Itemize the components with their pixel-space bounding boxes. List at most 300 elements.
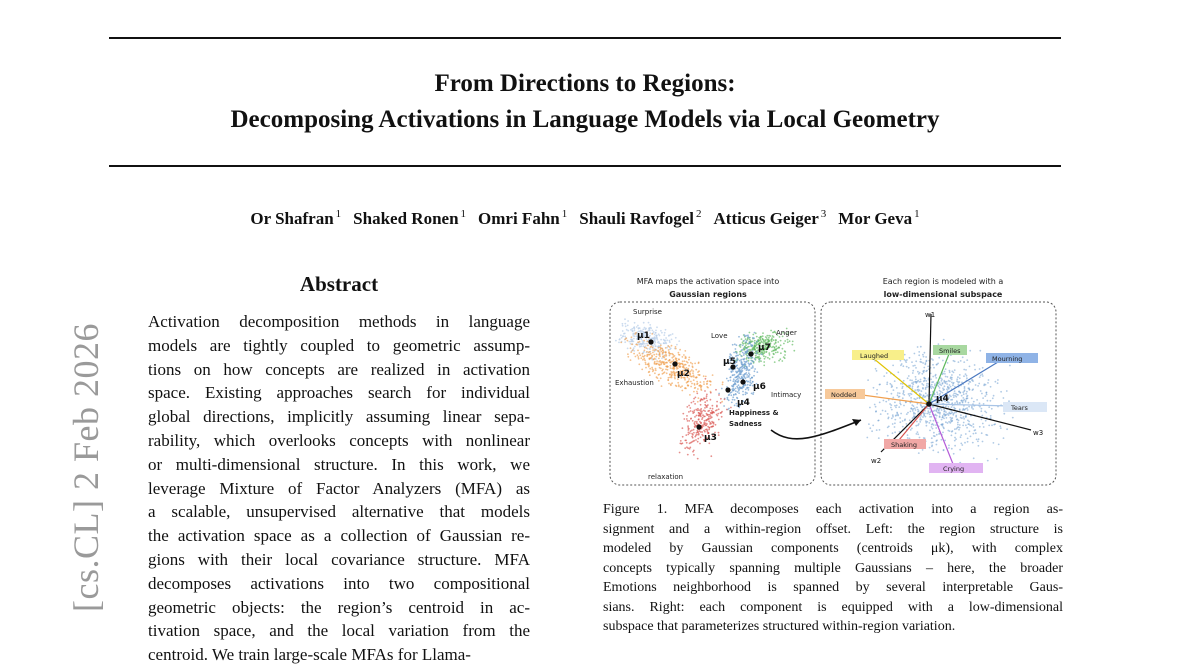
scatter-point bbox=[742, 394, 744, 396]
scatter-point bbox=[953, 396, 955, 398]
scatter-point bbox=[682, 427, 684, 429]
scatter-point bbox=[938, 357, 940, 359]
scatter-point bbox=[959, 377, 961, 379]
scatter-point bbox=[943, 339, 945, 341]
scatter-point bbox=[887, 418, 889, 420]
scatter-point bbox=[718, 434, 720, 436]
scatter-point bbox=[721, 388, 723, 390]
scatter-point bbox=[926, 383, 928, 385]
scatter-point bbox=[700, 422, 702, 424]
scatter-point bbox=[688, 411, 690, 413]
scatter-point bbox=[925, 392, 927, 394]
scatter-point bbox=[649, 324, 651, 326]
author-affiliation: 1 bbox=[335, 208, 342, 220]
scatter-point bbox=[748, 362, 750, 364]
scatter-point bbox=[933, 435, 935, 437]
author-affiliation: 1 bbox=[460, 208, 467, 220]
scatter-point bbox=[699, 400, 701, 402]
scatter-point bbox=[916, 407, 918, 409]
scatter-point bbox=[700, 409, 702, 411]
scatter-point bbox=[888, 426, 890, 428]
scatter-point bbox=[988, 425, 990, 427]
scatter-point bbox=[900, 383, 902, 385]
scatter-point bbox=[677, 382, 679, 384]
scatter-point bbox=[965, 433, 967, 435]
scatter-point bbox=[652, 347, 654, 349]
scatter-point bbox=[924, 364, 926, 366]
scatter-point bbox=[752, 347, 754, 349]
scatter-point bbox=[729, 377, 731, 379]
scatter-point bbox=[919, 393, 921, 395]
scatter-point bbox=[943, 449, 945, 451]
scatter-point bbox=[959, 374, 961, 376]
scatter-point bbox=[779, 358, 781, 360]
scatter-point bbox=[752, 345, 754, 347]
scatter-point bbox=[955, 393, 957, 395]
scatter-point bbox=[634, 322, 636, 324]
scatter-point bbox=[1012, 417, 1014, 419]
label-love: Love bbox=[711, 332, 728, 340]
scatter-point bbox=[684, 360, 686, 362]
scatter-point bbox=[697, 438, 699, 440]
scatter-point bbox=[746, 380, 748, 382]
scatter-point bbox=[902, 426, 904, 428]
scatter-point bbox=[988, 379, 990, 381]
scatter-point bbox=[983, 426, 985, 428]
scatter-point bbox=[693, 391, 695, 393]
scatter-point bbox=[716, 401, 718, 403]
scatter-point bbox=[911, 380, 913, 382]
scatter-point bbox=[705, 376, 707, 378]
scatter-point bbox=[696, 383, 698, 385]
tag-smiles: Smiles bbox=[939, 347, 961, 355]
scatter-point bbox=[706, 386, 708, 388]
scatter-point bbox=[1003, 413, 1005, 415]
scatter-point bbox=[981, 432, 983, 434]
scatter-point bbox=[646, 347, 648, 349]
scatter-point bbox=[918, 373, 920, 375]
scatter-point bbox=[922, 354, 924, 356]
scatter-point bbox=[926, 394, 928, 396]
scatter-point bbox=[939, 416, 941, 418]
scatter-point bbox=[761, 353, 763, 355]
scatter-point bbox=[708, 429, 710, 431]
scatter-point bbox=[963, 393, 965, 395]
mapping-arrow bbox=[771, 420, 861, 439]
scatter-point bbox=[876, 429, 878, 431]
scatter-point bbox=[678, 352, 680, 354]
author-list bbox=[109, 208, 1061, 229]
scatter-point bbox=[936, 364, 938, 366]
tag-tears: Tears bbox=[1011, 404, 1028, 412]
scatter-point bbox=[894, 426, 896, 428]
scatter-point bbox=[645, 367, 647, 369]
scatter-point bbox=[630, 347, 632, 349]
scatter-point bbox=[966, 375, 968, 377]
scatter-point bbox=[742, 364, 744, 366]
scatter-point bbox=[742, 342, 744, 344]
scatter-point bbox=[904, 418, 906, 420]
scatter-point bbox=[685, 357, 687, 359]
scatter-point bbox=[908, 375, 910, 377]
scatter-point bbox=[982, 375, 984, 377]
author-name-text: Atticus Geiger bbox=[713, 208, 819, 228]
scatter-point bbox=[778, 360, 780, 362]
scatter-point bbox=[693, 440, 695, 442]
scatter-point bbox=[966, 359, 968, 361]
scatter-point bbox=[632, 333, 634, 335]
scatter-point bbox=[750, 380, 752, 382]
scatter-point bbox=[692, 420, 694, 422]
scatter-point bbox=[960, 414, 962, 416]
scatter-point bbox=[923, 415, 925, 417]
scatter-point bbox=[734, 377, 736, 379]
scatter-point bbox=[733, 385, 735, 387]
scatter-point bbox=[883, 400, 885, 402]
scatter-point bbox=[980, 410, 982, 412]
scatter-point bbox=[648, 371, 650, 373]
scatter-point bbox=[768, 335, 770, 337]
scatter-point bbox=[675, 385, 677, 387]
scatter-point bbox=[687, 384, 689, 386]
scatter-point bbox=[906, 413, 908, 415]
scatter-point bbox=[867, 379, 869, 381]
scatter-point bbox=[967, 438, 969, 440]
scatter-point bbox=[658, 374, 660, 376]
scatter-point bbox=[637, 350, 639, 352]
scatter-point bbox=[886, 372, 888, 374]
scatter-point bbox=[720, 398, 722, 400]
scatter-point bbox=[697, 458, 699, 460]
scatter-point bbox=[654, 349, 656, 351]
author-affiliation: 1 bbox=[561, 208, 568, 220]
scatter-point bbox=[909, 419, 911, 421]
scatter-point bbox=[760, 357, 762, 359]
scatter-point bbox=[960, 360, 962, 362]
scatter-point bbox=[933, 420, 935, 422]
scatter-point bbox=[746, 357, 748, 359]
scatter-point bbox=[723, 405, 725, 407]
scatter-point bbox=[670, 367, 672, 369]
scatter-point bbox=[939, 383, 941, 385]
scatter-point bbox=[1000, 391, 1002, 393]
scatter-point bbox=[696, 381, 698, 383]
scatter-point bbox=[775, 339, 777, 341]
scatter-point bbox=[748, 372, 750, 374]
scatter-point bbox=[687, 425, 689, 427]
scatter-point bbox=[662, 353, 664, 355]
scatter-point bbox=[693, 379, 695, 381]
scatter-point bbox=[896, 387, 898, 389]
scatter-point bbox=[732, 399, 734, 401]
scatter-point bbox=[671, 357, 673, 359]
scatter-point bbox=[759, 359, 761, 361]
scatter-point bbox=[975, 432, 977, 434]
scatter-point bbox=[702, 399, 704, 401]
scatter-point bbox=[920, 381, 922, 383]
scatter-point bbox=[734, 374, 736, 376]
scatter-point bbox=[756, 336, 758, 338]
scatter-point bbox=[978, 383, 980, 385]
scatter-point bbox=[935, 414, 937, 416]
scatter-point bbox=[716, 409, 718, 411]
scatter-point bbox=[675, 346, 677, 348]
scatter-point bbox=[754, 332, 756, 334]
scatter-point bbox=[645, 362, 647, 364]
scatter-point bbox=[760, 336, 762, 338]
scatter-point bbox=[623, 333, 625, 335]
scatter-point bbox=[787, 341, 789, 343]
author-affiliation: 1 bbox=[914, 208, 920, 220]
scatter-point bbox=[624, 323, 626, 325]
scatter-point bbox=[729, 353, 731, 355]
scatter-point bbox=[662, 369, 664, 371]
scatter-point bbox=[695, 439, 697, 441]
scatter-point bbox=[780, 344, 782, 346]
scatter-point bbox=[944, 410, 946, 412]
scatter-point bbox=[668, 377, 670, 379]
scatter-point bbox=[642, 359, 644, 361]
scatter-point bbox=[984, 411, 986, 413]
scatter-point bbox=[946, 381, 948, 383]
scatter-point bbox=[890, 407, 892, 409]
scatter-point bbox=[932, 364, 934, 366]
scatter-point bbox=[741, 377, 743, 379]
scatter-point bbox=[954, 361, 956, 363]
scatter-point bbox=[972, 423, 974, 425]
scatter-point bbox=[929, 447, 931, 449]
scatter-point bbox=[928, 422, 930, 424]
scatter-point bbox=[879, 402, 881, 404]
scatter-point bbox=[754, 370, 756, 372]
scatter-point bbox=[918, 410, 920, 412]
scatter-point bbox=[953, 453, 955, 455]
scatter-point bbox=[737, 371, 739, 373]
scatter-point bbox=[648, 322, 650, 324]
scatter-point bbox=[655, 330, 657, 332]
scatter-point bbox=[947, 376, 949, 378]
scatter-point bbox=[692, 372, 694, 374]
scatter-point bbox=[683, 418, 685, 420]
scatter-point bbox=[953, 393, 955, 395]
scatter-point bbox=[971, 379, 973, 381]
scatter-point bbox=[640, 345, 642, 347]
scatter-point bbox=[897, 394, 899, 396]
scatter-point bbox=[697, 401, 699, 403]
scatter-point bbox=[758, 361, 760, 363]
scatter-point bbox=[731, 371, 733, 373]
scatter-point bbox=[997, 379, 999, 381]
scatter-point bbox=[707, 410, 709, 412]
scatter-point bbox=[915, 409, 917, 411]
scatter-point bbox=[739, 368, 741, 370]
scatter-point bbox=[666, 366, 668, 368]
scatter-point bbox=[949, 384, 951, 386]
scatter-point bbox=[923, 371, 925, 373]
scatter-point bbox=[961, 395, 963, 397]
scatter-point bbox=[704, 390, 706, 392]
scatter-point bbox=[659, 353, 661, 355]
scatter-point bbox=[773, 339, 775, 341]
scatter-point bbox=[875, 410, 877, 412]
scatter-point bbox=[758, 356, 760, 358]
scatter-point bbox=[952, 385, 954, 387]
scatter-point bbox=[762, 332, 764, 334]
scatter-point bbox=[965, 416, 967, 418]
scatter-point bbox=[712, 374, 714, 376]
scatter-point bbox=[947, 386, 949, 388]
scatter-point bbox=[746, 355, 748, 357]
scatter-point bbox=[894, 380, 896, 382]
scatter-point bbox=[963, 375, 965, 377]
scatter-point bbox=[954, 428, 956, 430]
scatter-point bbox=[660, 339, 662, 341]
scatter-point bbox=[638, 328, 640, 330]
scatter-point bbox=[716, 405, 718, 407]
scatter-point bbox=[1009, 365, 1011, 367]
scatter-point bbox=[891, 409, 893, 411]
scatter-point bbox=[630, 351, 632, 353]
abstract-line: tions on how concepts are realized in activation bbox=[148, 359, 530, 379]
scatter-point bbox=[654, 334, 656, 336]
caption-line: Emotions neighborhood is spanned by several interpretable Gaus- bbox=[603, 580, 1063, 595]
scatter-point bbox=[980, 375, 982, 377]
scatter-point bbox=[950, 417, 952, 419]
scatter-point bbox=[966, 377, 968, 379]
scatter-point bbox=[651, 333, 653, 335]
scatter-point bbox=[679, 349, 681, 351]
scatter-point bbox=[737, 367, 739, 369]
scatter-point bbox=[755, 355, 757, 357]
scatter-point bbox=[954, 390, 956, 392]
scatter-point bbox=[956, 380, 958, 382]
scatter-point bbox=[991, 424, 993, 426]
scatter-point bbox=[936, 434, 938, 436]
scatter-point bbox=[678, 362, 680, 364]
scatter-point bbox=[703, 425, 705, 427]
scatter-point bbox=[949, 370, 951, 372]
scatter-point bbox=[911, 361, 913, 363]
scatter-point bbox=[990, 400, 992, 402]
scatter-point bbox=[754, 342, 756, 344]
scatter-point bbox=[745, 372, 747, 374]
scatter-point bbox=[713, 423, 715, 425]
scatter-point bbox=[960, 443, 962, 445]
scatter-point bbox=[908, 367, 910, 369]
scatter-point bbox=[915, 376, 917, 378]
scatter-point bbox=[745, 351, 747, 353]
scatter-point bbox=[682, 366, 684, 368]
scatter-point bbox=[735, 348, 737, 350]
scatter-point bbox=[750, 360, 752, 362]
centroid-mu4 bbox=[926, 401, 932, 407]
scatter-point bbox=[722, 384, 724, 386]
scatter-point bbox=[705, 378, 707, 380]
scatter-point bbox=[707, 426, 709, 428]
scatter-point bbox=[783, 343, 785, 345]
scatter-point bbox=[939, 381, 941, 383]
scatter-point bbox=[739, 353, 741, 355]
scatter-point bbox=[746, 374, 748, 376]
author-name bbox=[478, 209, 567, 228]
scatter-point bbox=[653, 348, 655, 350]
scatter-point bbox=[921, 407, 923, 409]
scatter-point bbox=[656, 339, 658, 341]
scatter-point bbox=[630, 339, 632, 341]
scatter-point bbox=[971, 407, 973, 409]
scatter-point bbox=[627, 348, 629, 350]
scatter-point bbox=[900, 364, 902, 366]
abstract-line: models are tightly coupled to geometric assump- bbox=[148, 335, 530, 355]
scatter-point bbox=[942, 416, 944, 418]
scatter-point bbox=[724, 398, 726, 400]
scatter-point bbox=[917, 385, 919, 387]
scatter-point bbox=[742, 352, 744, 354]
scatter-point bbox=[923, 395, 925, 397]
scatter-point bbox=[682, 442, 684, 444]
scatter-point bbox=[654, 361, 656, 363]
scatter-point bbox=[739, 386, 741, 388]
scatter-point bbox=[912, 410, 914, 412]
scatter-point bbox=[983, 403, 985, 405]
scatter-point bbox=[946, 417, 948, 419]
scatter-point bbox=[739, 344, 741, 346]
scatter-point bbox=[926, 385, 928, 387]
scatter-point bbox=[696, 432, 698, 434]
scatter-point bbox=[758, 354, 760, 356]
scatter-point bbox=[944, 371, 946, 373]
w2-label: w2 bbox=[871, 457, 882, 465]
scatter-point bbox=[669, 374, 671, 376]
scatter-point bbox=[913, 398, 915, 400]
scatter-point bbox=[769, 358, 771, 360]
scatter-point bbox=[706, 383, 708, 385]
scatter-point bbox=[756, 371, 758, 373]
scatter-point bbox=[911, 387, 913, 389]
tag-crying: Crying bbox=[943, 465, 965, 473]
scatter-point bbox=[692, 434, 694, 436]
scatter-point bbox=[635, 356, 637, 358]
scatter-point bbox=[963, 369, 965, 371]
scatter-point bbox=[970, 436, 972, 438]
scatter-point bbox=[941, 380, 943, 382]
scatter-point bbox=[943, 428, 945, 430]
scatter-point bbox=[653, 369, 655, 371]
scatter-point bbox=[733, 378, 735, 380]
scatter-point bbox=[746, 348, 748, 350]
scatter-point bbox=[945, 406, 947, 408]
scatter-point bbox=[869, 407, 871, 409]
scatter-point bbox=[748, 337, 750, 339]
scatter-point bbox=[735, 388, 737, 390]
scatter-point bbox=[620, 342, 622, 344]
scatter-point bbox=[738, 384, 740, 386]
scatter-point bbox=[793, 350, 795, 352]
scatter-point bbox=[739, 360, 741, 362]
scatter-point bbox=[898, 396, 900, 398]
scatter-point bbox=[908, 393, 910, 395]
scatter-point bbox=[900, 413, 902, 415]
scatter-point bbox=[644, 343, 646, 345]
scatter-point bbox=[637, 325, 639, 327]
scatter-point bbox=[736, 357, 738, 359]
author-name bbox=[579, 209, 701, 228]
scatter-point bbox=[624, 336, 626, 338]
scatter-point bbox=[919, 419, 921, 421]
scatter-point bbox=[919, 421, 921, 423]
scatter-point bbox=[894, 402, 896, 404]
left-panel-title-2: Gaussian regions bbox=[669, 290, 747, 299]
